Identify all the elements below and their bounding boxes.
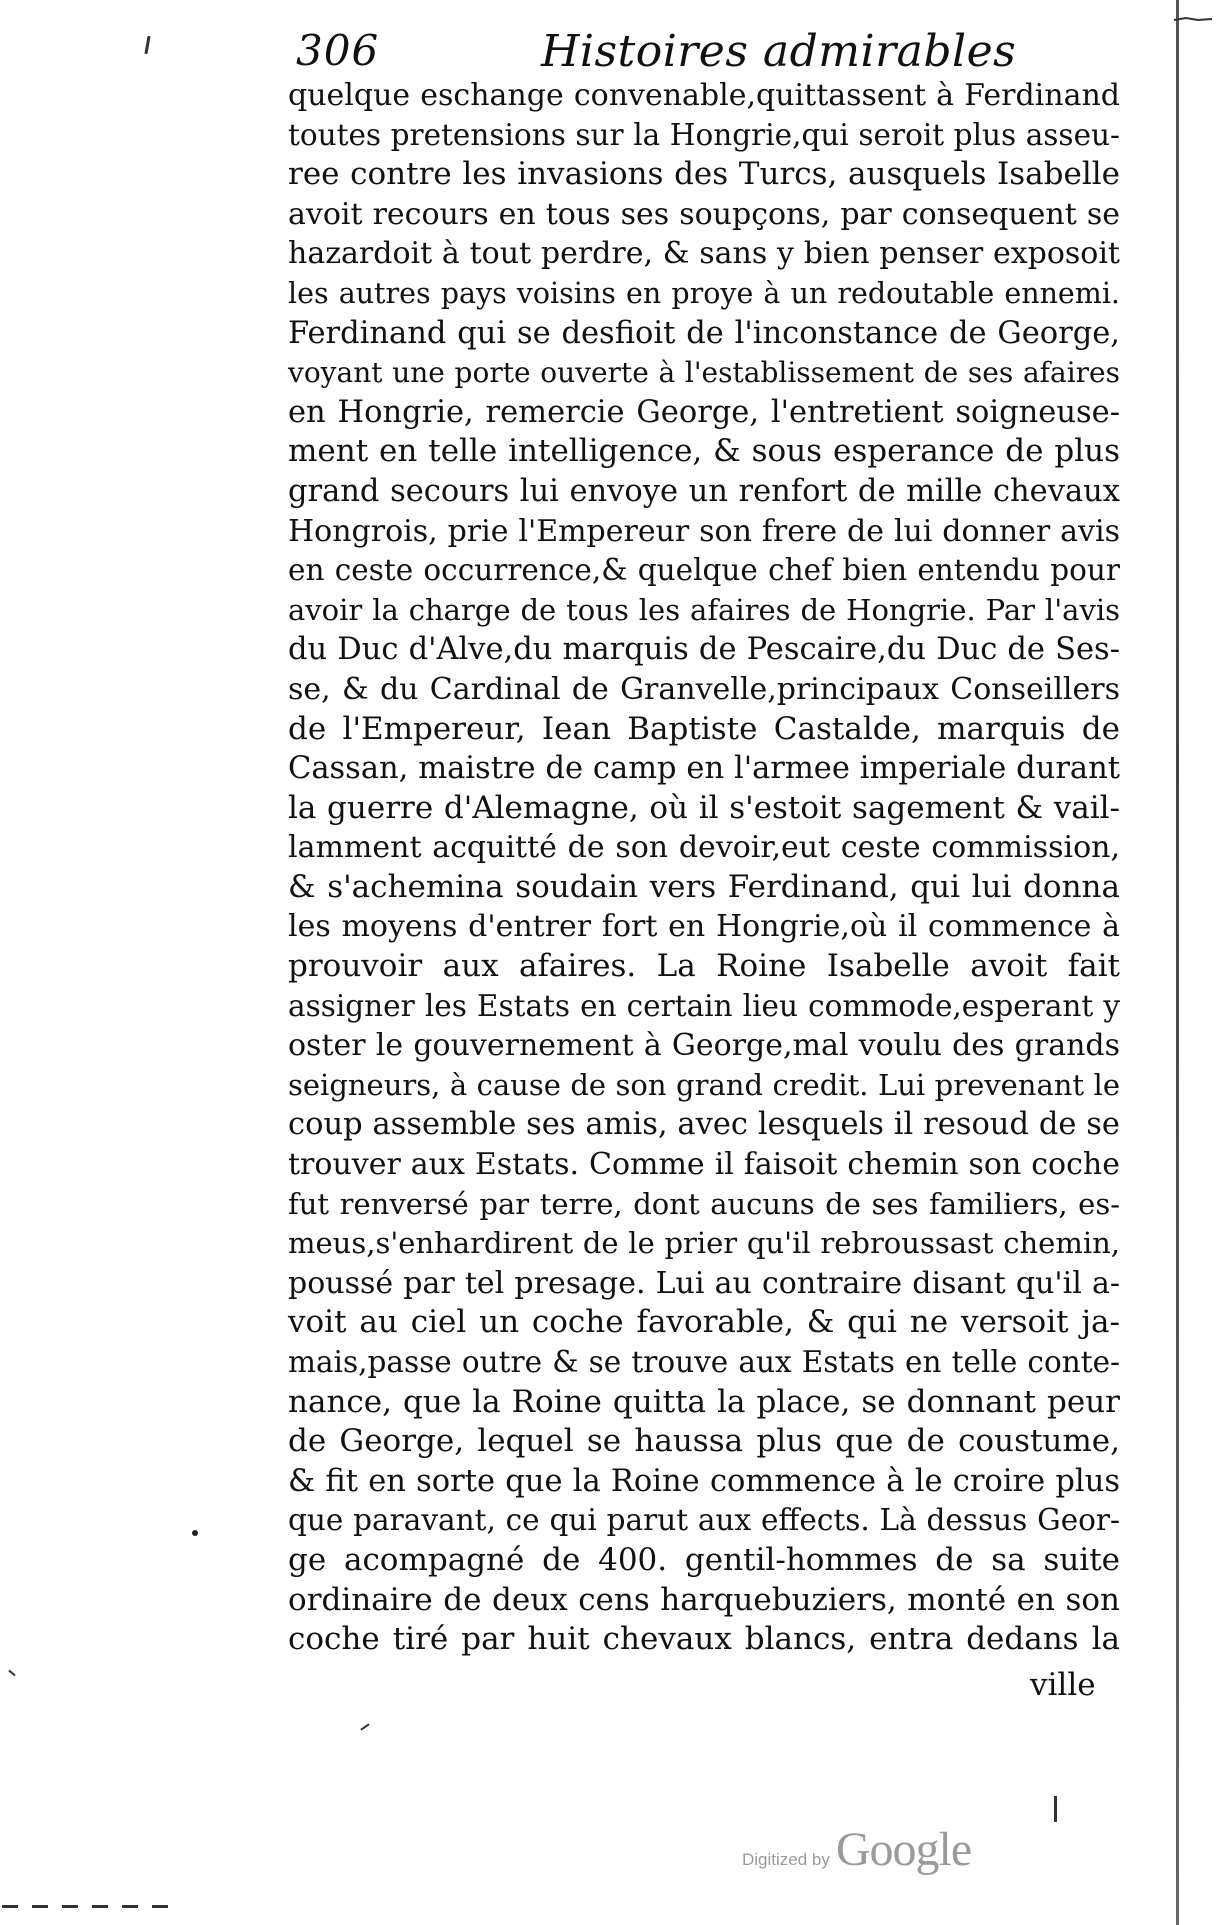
body-line: les autres pays voisins en proye à un redoutable ennemi. xyxy=(288,276,1120,310)
digitized-watermark xyxy=(742,1822,971,1877)
body-line: ordinaire de deux cens harquebuziers, monté en son xyxy=(288,1581,1120,1618)
body-line: trouver aux Estats. Comme il faisoit chemin son coche xyxy=(288,1147,1120,1183)
body-line: fut renversé par terre, dont aucuns de ses familiers, es- xyxy=(288,1186,1120,1221)
corner-scan-mark xyxy=(1172,16,1216,24)
watermark-prefix: Digitized by xyxy=(742,1850,830,1869)
body-line: voyant une porte ouverte à l'establissement de ses afaires xyxy=(288,356,1120,390)
body-line: mais,passe outre & se trouve aux Estats en telle conte- xyxy=(288,1345,1120,1379)
scan-speck xyxy=(192,1530,198,1536)
body-line: hazardoit à tout perdre, & sans y bien penser exposoit xyxy=(288,236,1120,272)
binding-edge xyxy=(1176,0,1179,1925)
body-line: du Duc d'Alve,du marquis de Pescaire,du Duc de Ses- xyxy=(288,632,1120,668)
body-line: & s'achemina soudain vers Ferdinand, qui lui donna xyxy=(288,868,1120,905)
body-text xyxy=(288,76,1120,1660)
body-line: coche tiré par huit chevaux blancs, entra dedans la xyxy=(288,1621,1120,1658)
body-line: assigner les Estats en certain lieu commode,esperant y xyxy=(288,988,1120,1023)
margin-tick xyxy=(8,1670,15,1677)
body-line: de George, lequel se haussa plus que de coustume, xyxy=(288,1423,1120,1460)
body-line: Ferdinand qui se desfioit de l'inconstance de George, xyxy=(288,315,1120,351)
body-line: avoit recours en tous ses soupçons, par consequent se xyxy=(288,196,1120,232)
body-line: toutes pretensions sur la Hongrie,qui seroit plus asseu- xyxy=(288,117,1120,152)
body-line: ree contre les invasions des Turcs, ausquels Isabelle xyxy=(288,156,1120,193)
body-line: meus,s'enhardirent de le prier qu'il rebroussast chemin, xyxy=(288,1226,1120,1261)
page-header xyxy=(296,22,1096,82)
body-line: la guerre d'Alemagne, où il s'estoit sagement & vail- xyxy=(288,789,1120,826)
body-line: coup assemble ses amis, avec lesquels il resoud de se xyxy=(288,1107,1120,1143)
catchword: ville xyxy=(1030,1667,1096,1703)
body-line: en Hongrie, remercie George, l'entretient soigneuse- xyxy=(288,394,1120,430)
body-line: ge acompagné de 400. gentil-hommes de sa suite xyxy=(288,1541,1120,1578)
body-line: Hongrois, prie l'Empereur son frere de lui donner avis xyxy=(288,513,1120,549)
page-number: 306 xyxy=(296,26,380,75)
margin-tick xyxy=(144,36,150,54)
body-line: avoir la charge de tous les afaires de Hongrie. Par l'avis xyxy=(288,592,1120,627)
body-line: en ceste occurrence,& quelque chef bien entendu pour xyxy=(288,553,1120,588)
body-line: quelque eschange convenable,quittassent à Ferdinand xyxy=(288,78,1120,113)
margin-tick xyxy=(1054,1796,1057,1822)
body-line: les moyens d'entrer fort en Hongrie,où il commence à xyxy=(288,909,1120,945)
body-line: se, & du Cardinal de Granvelle,principaux Conseillers xyxy=(288,671,1120,707)
margin-tick xyxy=(360,1723,369,1730)
body-line: prouvoir aux afaires. La Roine Isabelle avoit fait xyxy=(288,948,1120,985)
body-line: nance, que la Roine quitta la place, se donnant peur xyxy=(288,1383,1120,1420)
body-line: de l'Empereur, Iean Baptiste Castalde, marquis de xyxy=(288,710,1120,747)
watermark-brand: Google xyxy=(835,1823,972,1876)
body-line: ment en telle intelligence, & sous esperance de plus xyxy=(288,433,1120,470)
body-line: Cassan, maistre de camp en l'armee imperiale durant xyxy=(288,751,1120,787)
body-line: seigneurs, à cause de son grand credit. Lui prevenant le xyxy=(288,1067,1120,1102)
body-line: grand secours lui envoye un renfort de mille chevaux xyxy=(288,473,1120,509)
bottom-scan-marks xyxy=(2,1905,168,1908)
running-title: Histoires admirables xyxy=(541,26,1017,77)
body-line: lamment acquitté de son devoir,eut ceste commission, xyxy=(288,830,1120,866)
body-line: poussé par tel presage. Lui au contraire disant qu'il a- xyxy=(288,1265,1120,1301)
body-line: que paravant, ce qui parut aux effects. Là dessus Geor- xyxy=(288,1503,1120,1538)
body-line: & fit en sorte que la Roine commence à le croire plus xyxy=(288,1463,1120,1499)
body-line: voit au ciel un coche favorable, & qui ne versoit ja- xyxy=(288,1304,1120,1341)
body-line: oster le gouvernement à George,mal voulu des grands xyxy=(288,1028,1120,1064)
